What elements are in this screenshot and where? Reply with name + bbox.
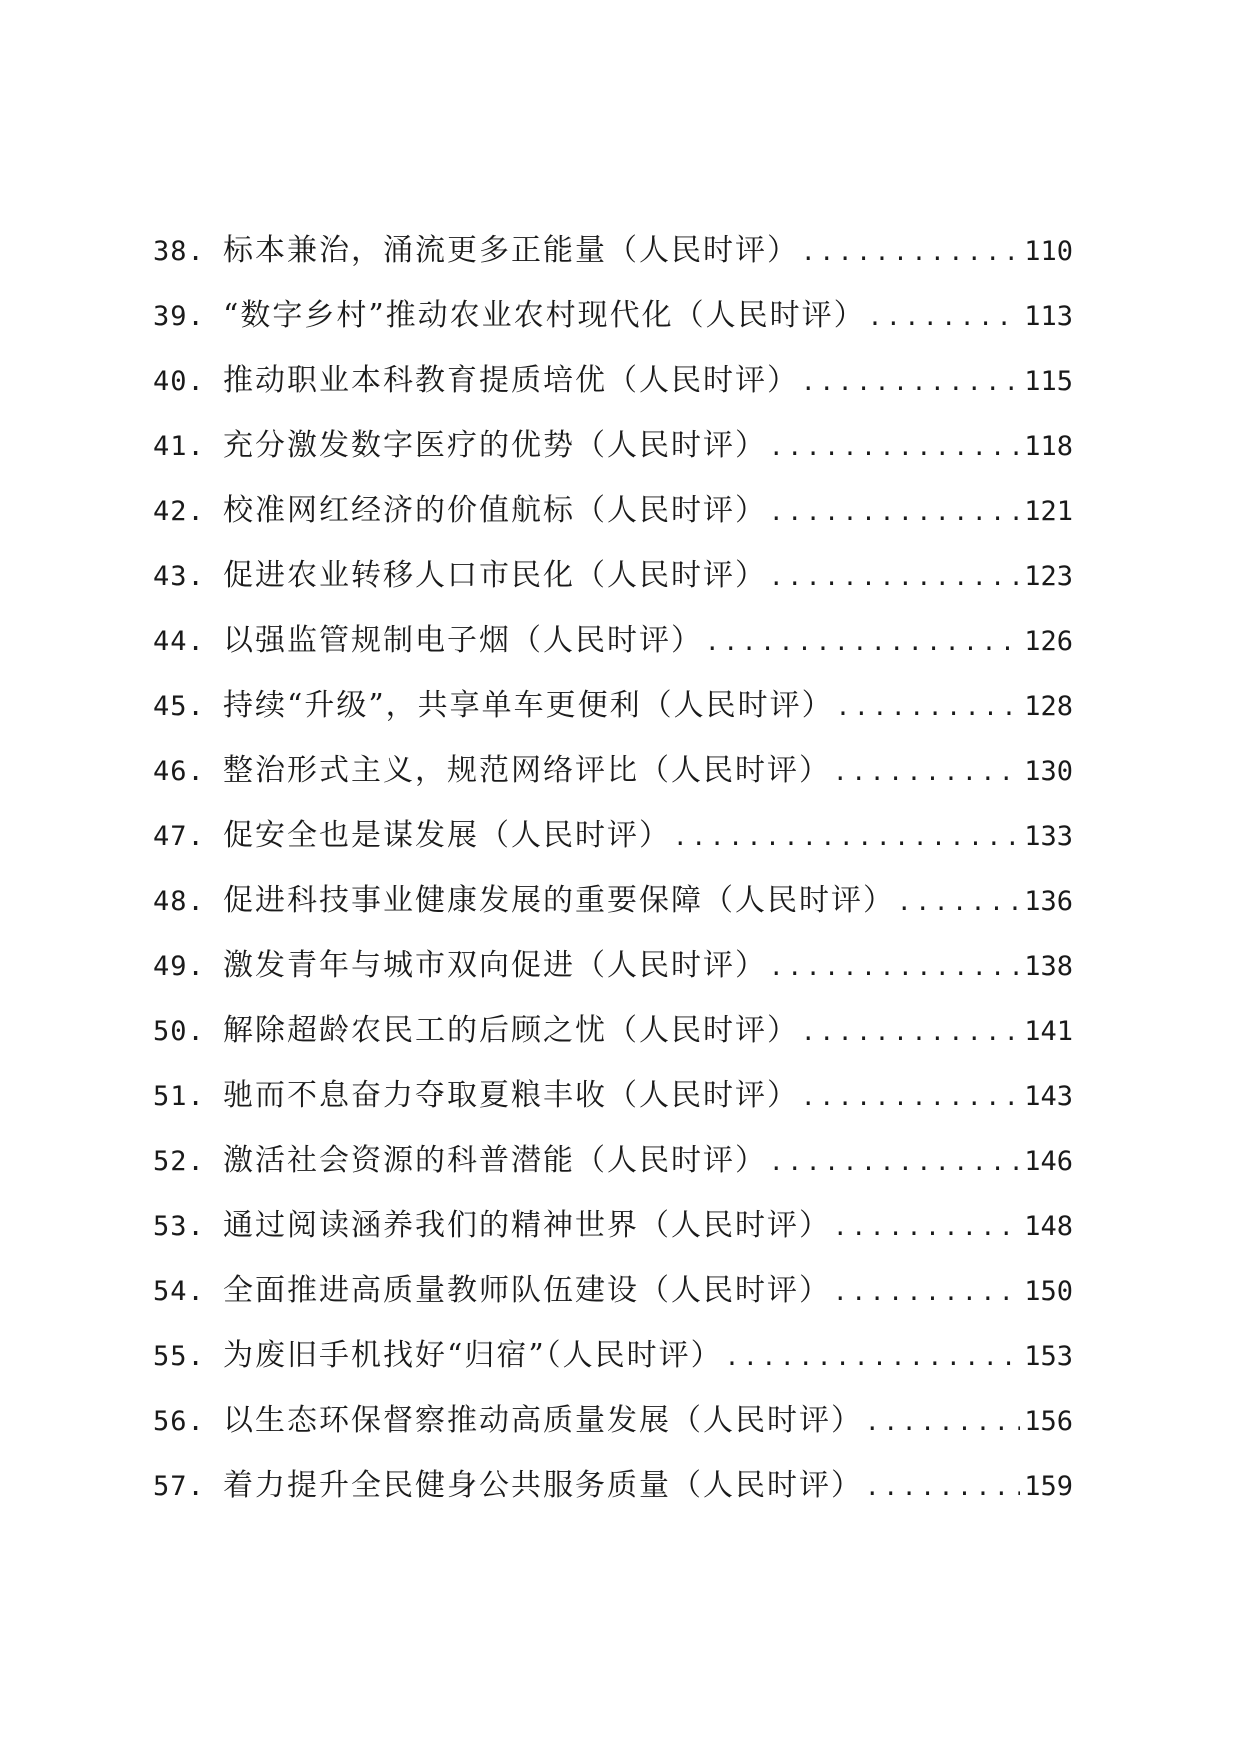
entry-number: 54. (153, 1276, 205, 1307)
entry-title: “数字乡村”推动农业农村现代化（人民时评） (223, 298, 866, 333)
entry-title: 激活社会资源的科普潜能（人民时评） (223, 1143, 767, 1178)
toc-entry[interactable] (153, 738, 1073, 803)
toc-entry[interactable] (153, 673, 1073, 738)
dot-leader (769, 480, 1020, 545)
entry-number: 46. (153, 756, 205, 787)
entry-page-number: 159 (1024, 1471, 1073, 1502)
dot-leader (769, 1130, 1020, 1195)
dot-leader (865, 1390, 1020, 1455)
dot-leader (801, 350, 1020, 415)
entry-page-number: 126 (1024, 626, 1073, 657)
entry-number: 50. (153, 1016, 205, 1047)
dot-leader (897, 870, 1020, 935)
dot-leader (673, 805, 1020, 870)
entry-page-number: 121 (1024, 496, 1073, 527)
toc-entry[interactable] (153, 803, 1073, 868)
entry-title: 校准网红经济的价值航标（人民时评） (223, 493, 767, 528)
entry-title: 通过阅读涵养我们的精神世界（人民时评） (223, 1208, 831, 1243)
entry-title: 解除超龄农民工的后顾之忧（人民时评） (223, 1013, 799, 1048)
entry-page-number: 138 (1024, 951, 1073, 982)
entry-page-number: 113 (1024, 301, 1073, 332)
entry-number: 56. (153, 1406, 205, 1437)
entry-title: 标本兼治，涌流更多正能量（人民时评） (223, 233, 799, 268)
toc-entry[interactable] (153, 543, 1073, 608)
entry-number: 57. (153, 1471, 205, 1502)
toc-entry[interactable] (153, 998, 1073, 1063)
entry-number: 38. (153, 236, 205, 267)
toc-entry[interactable] (153, 1453, 1073, 1518)
toc-entry[interactable] (153, 1323, 1073, 1388)
entry-title: 促进农业转移人口市民化（人民时评） (223, 558, 767, 593)
entry-page-number: 136 (1024, 886, 1073, 917)
entry-number: 45. (153, 691, 205, 722)
entry-page-number: 141 (1024, 1016, 1073, 1047)
toc-entry[interactable] (153, 348, 1073, 413)
dot-leader (868, 285, 1021, 350)
entry-page-number: 118 (1024, 431, 1073, 462)
entry-number: 53. (153, 1211, 205, 1242)
entry-number: 40. (153, 366, 205, 397)
entry-page-number: 133 (1024, 821, 1073, 852)
entry-page-number: 110 (1024, 236, 1073, 267)
entry-number: 51. (153, 1081, 205, 1112)
entry-number: 52. (153, 1146, 205, 1177)
entry-title: 整治形式主义，规范网络评比（人民时评） (223, 753, 831, 788)
entry-page-number: 153 (1024, 1341, 1073, 1372)
dot-leader (705, 610, 1020, 675)
toc-entry[interactable] (153, 413, 1073, 478)
entry-page-number: 128 (1024, 691, 1073, 722)
entry-number: 48. (153, 886, 205, 917)
entry-page-number: 146 (1024, 1146, 1073, 1177)
entry-number: 42. (153, 496, 205, 527)
entry-title: 推动职业本科教育提质培优（人民时评） (223, 363, 799, 398)
entry-title: 全面推进高质量教师队伍建设（人民时评） (223, 1273, 831, 1308)
toc-entry[interactable] (153, 1063, 1073, 1128)
dot-leader (725, 1325, 1021, 1390)
entry-page-number: 150 (1024, 1276, 1073, 1307)
entry-number: 43. (153, 561, 205, 592)
dot-leader (801, 1065, 1020, 1130)
entry-title: 为废旧手机找好“归宿”（人民时评） (223, 1338, 723, 1373)
toc-entry[interactable] (153, 1258, 1073, 1323)
toc-entry[interactable] (153, 283, 1073, 348)
dot-leader (769, 415, 1020, 480)
entry-title: 充分激发数字医疗的优势（人民时评） (223, 428, 767, 463)
toc-entry[interactable] (153, 608, 1073, 673)
toc-entry[interactable] (153, 1388, 1073, 1453)
entry-title: 以生态环保督察推动高质量发展（人民时评） (223, 1403, 863, 1438)
toc-entry[interactable] (153, 1193, 1073, 1258)
entry-title: 持续“升级”，共享单车更便利（人民时评） (223, 688, 834, 723)
entry-title: 驰而不息奋力夺取夏粮丰收（人民时评） (223, 1078, 799, 1113)
toc-entry[interactable] (153, 478, 1073, 543)
entry-title: 促进科技事业健康发展的重要保障（人民时评） (223, 883, 895, 918)
dot-leader (769, 935, 1020, 1000)
entry-page-number: 143 (1024, 1081, 1073, 1112)
dot-leader (833, 1260, 1020, 1325)
dot-leader (865, 1455, 1020, 1520)
dot-leader (801, 220, 1020, 285)
toc-entry[interactable] (153, 1128, 1073, 1193)
entry-number: 44. (153, 626, 205, 657)
dot-leader (801, 1000, 1020, 1065)
toc-entry[interactable] (153, 868, 1073, 933)
dot-leader (833, 740, 1020, 805)
entry-title: 着力提升全民健身公共服务质量（人民时评） (223, 1468, 863, 1503)
entry-title: 促安全也是谋发展（人民时评） (223, 818, 671, 853)
entry-title: 激发青年与城市双向促进（人民时评） (223, 948, 767, 983)
dot-leader (836, 675, 1021, 740)
entry-number: 39. (153, 301, 205, 332)
entry-number: 49. (153, 951, 205, 982)
toc-entry[interactable] (153, 218, 1073, 283)
entry-number: 47. (153, 821, 205, 852)
dot-leader (833, 1195, 1020, 1260)
table-of-contents (153, 218, 1073, 1518)
entry-page-number: 156 (1024, 1406, 1073, 1437)
entry-page-number: 148 (1024, 1211, 1073, 1242)
entry-page-number: 130 (1024, 756, 1073, 787)
entry-page-number: 123 (1024, 561, 1073, 592)
entry-number: 55. (153, 1341, 205, 1372)
entry-page-number: 115 (1024, 366, 1073, 397)
entry-number: 41. (153, 431, 205, 462)
dot-leader (769, 545, 1020, 610)
toc-entry[interactable] (153, 933, 1073, 998)
entry-title: 以强监管规制电子烟（人民时评） (223, 623, 703, 658)
